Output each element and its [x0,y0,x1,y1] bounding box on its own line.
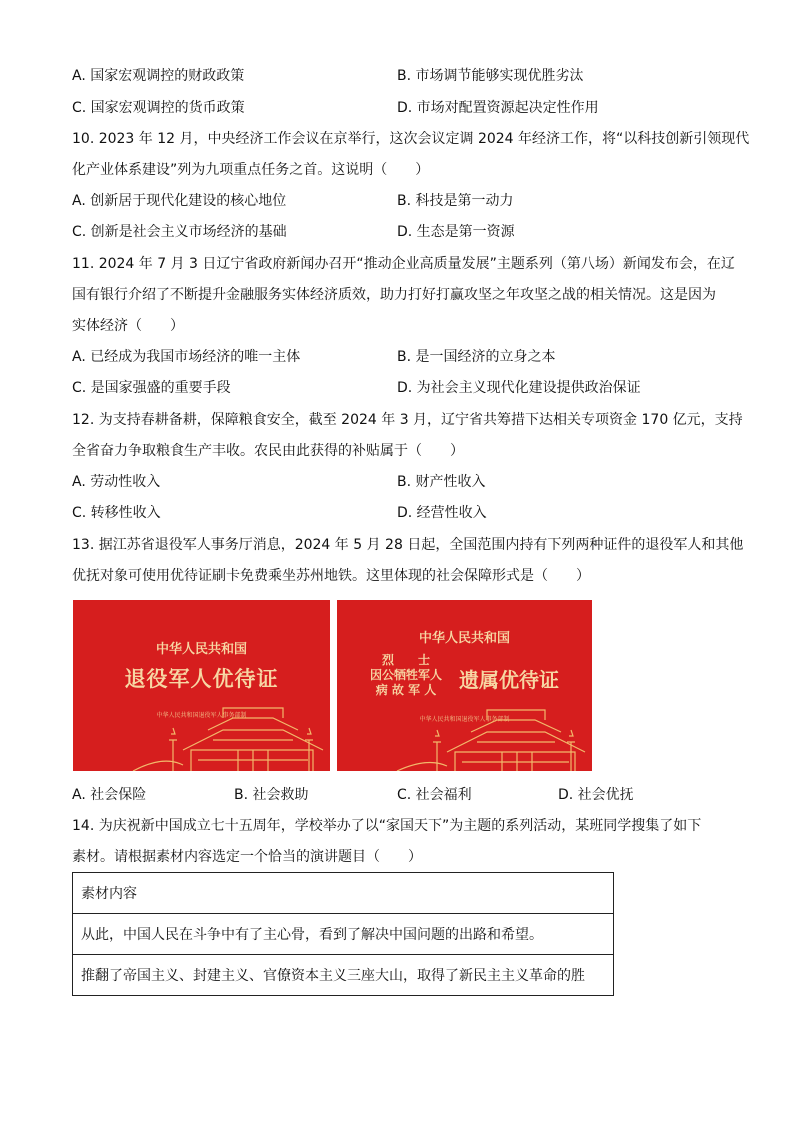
q11-stem-line2: 国有银行介绍了不断提升金融服务实体经济质效，助力打好打赢攻坚之年攻坚之战的相关情况。这是因为 [72,287,716,303]
table-header-cell: 素材内容 [73,873,614,914]
table-row [73,873,614,914]
q13-option-b: B. 社会救助 [234,787,309,803]
q14-stem-line1: 14. 为庆祝新中国成立七十五周年，学校举办了以“家国天下”为主题的系列活动，某班同学搜集了如下 [72,818,702,834]
q12-option-b: B. 财产性收入 [397,474,486,490]
q10-option-c: C. 创新是社会主义市场经济的基础 [72,224,287,240]
q14-stem-line2: 素材。请根据素材内容选定一个恰当的演讲题目（ ） [72,849,422,865]
q11-option-a: A. 已经成为我国市场经济的唯一主体 [72,349,301,365]
q11-option-c: C. 是国家强盛的重要手段 [72,380,231,396]
martyr-family-card-image [337,600,592,771]
q10-option-d: D. 生态是第一资源 [397,224,515,240]
q12-option-c: C. 转移性收入 [72,505,161,521]
table-row [73,955,614,996]
q12-stem-line2: 全省奋力争取粮食生产丰收。农民由此获得的补贴属于（ ） [72,443,464,459]
card2-category-1: 烈 士 [381,653,430,667]
tiananmen-emblem-graphic [337,600,592,771]
q11-stem-line1: 11. 2024 年 7 月 3 日辽宁省政府新闻办召开“推动企业高质量发展”主题系列（第八场）新闻发布会，在辽 [72,256,735,272]
table-cell: 推翻了帝国主义、封建主义、官僚资本主义三座大山，取得了新民主主义革命的胜 [73,955,614,996]
q13-option-c: C. 社会福利 [397,787,472,803]
card2-country: 中华人民共和国 [418,631,510,646]
q13-option-a: A. 社会保险 [72,787,147,803]
q10-option-a: A. 创新居于现代化建设的核心地位 [72,193,287,209]
table-row [73,914,614,955]
q9-option-b: B. 市场调节能够实现优胜劣汰 [397,68,584,84]
q13-stem-line1: 13. 据江苏省退役军人事务厅消息，2024 年 5 月 28 日起，全国范围内持有下列两种证件的退役军人和其他 [72,537,744,553]
q12-option-d: D. 经营性收入 [397,505,487,521]
card1-title: 退役军人优待证 [124,667,279,691]
material-table [72,872,614,996]
q13-stem-line2: 优抚对象可使用优待证刷卡免费乘坐苏州地铁。这里体现的社会保障形式是（ ） [72,568,590,584]
table-cell: 从此，中国人民在斗争中有了主心骨，看到了解决中国问题的出路和希望。 [73,914,614,955]
q9-option-c: C. 国家宏观调控的货币政策 [72,100,245,116]
q9-option-a: A. 国家宏观调控的财政政策 [72,68,245,84]
q10-option-b: B. 科技是第一动力 [397,193,514,209]
card1-issuer: 中华人民共和国退役军人事务部制 [156,712,247,719]
q11-option-d: D. 为社会主义现代化建设提供政治保证 [397,380,641,396]
card2-category-3: 病 故 军 人 [375,683,437,697]
tiananmen-emblem-graphic [73,600,330,771]
card1-country: 中华人民共和国 [155,642,247,657]
q10-stem-line2: 化产业体系建设”列为九项重点任务之首。这说明（ ） [72,162,430,178]
q12-stem-line1: 12. 为支持春耕备耕，保障粮食安全，截至 2024 年 3 月，辽宁省共筹措下达相关专项资金 170 亿元，支持 [72,412,743,428]
q9-option-d: D. 市场对配置资源起决定性作用 [397,100,599,116]
q13-option-d: D. 社会优抚 [558,787,634,803]
veteran-card-image [73,600,330,771]
card2-issuer: 中华人民共和国退役军人事务部制 [419,716,510,723]
card2-category-2: 因公牺牲军人 [369,668,442,682]
card2-title: 遗属优待证 [459,668,559,692]
q11-option-b: B. 是一国经济的立身之本 [397,349,556,365]
q11-stem-line3: 实体经济（ ） [72,318,184,334]
q12-option-a: A. 劳动性收入 [72,474,161,490]
q10-stem-line1: 10. 2023 年 12 月，中央经济工作会议在京举行，这次会议定调 2024 年经济工作，将“以科技创新引领现代 [72,131,750,147]
